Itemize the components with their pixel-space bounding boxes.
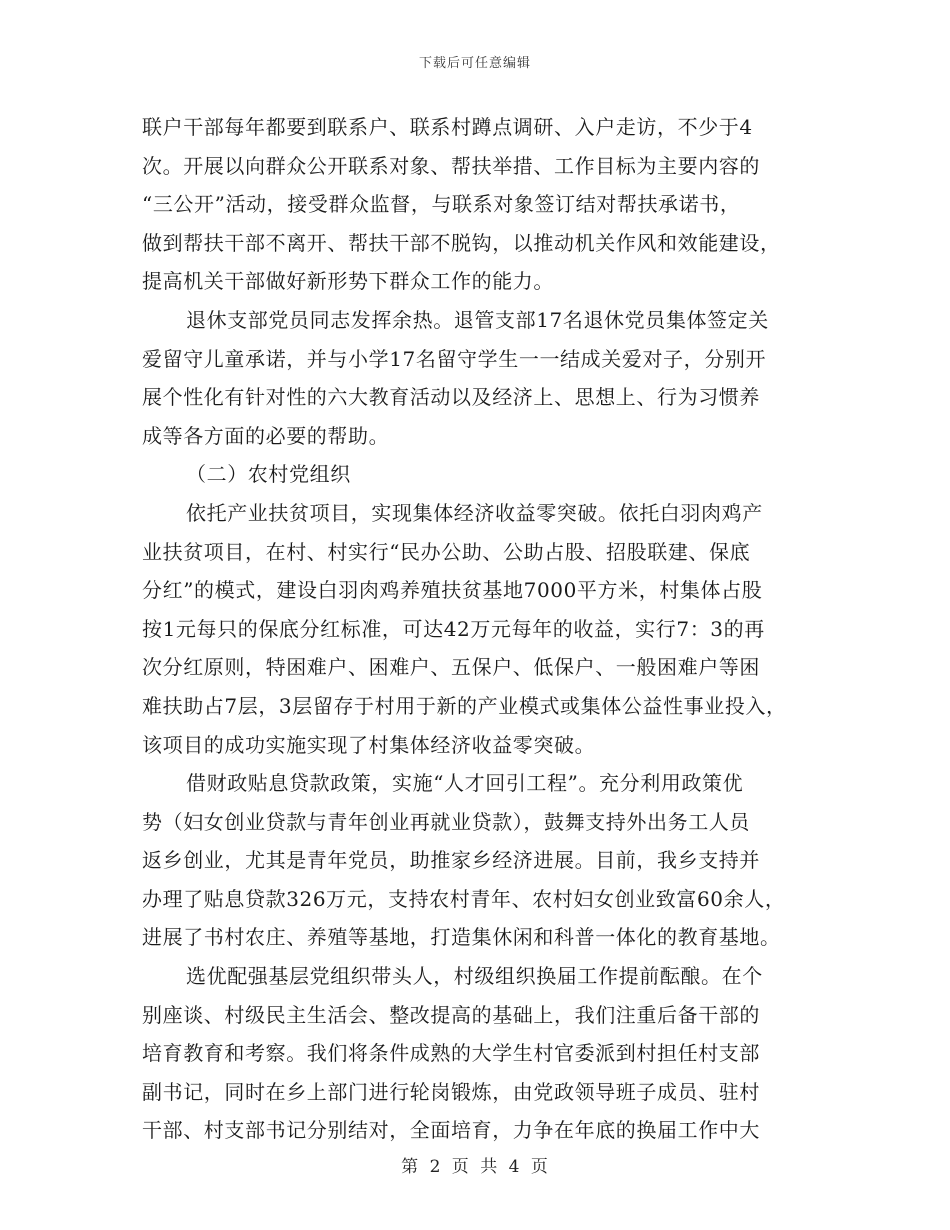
footer-total-prefix: 共 xyxy=(480,1157,499,1177)
text-line: 培育教育和考察。我们将条件成熟的大学生村官委派到村担任村支部 xyxy=(142,1041,760,1066)
text-line: “三公开”活动，接受群众监督，与联系对象签订结对帮扶承诺书， xyxy=(142,192,741,217)
text-line: 联户干部每年都要到联系户、联系村蹲点调研、入户走访，不少于4 xyxy=(142,115,753,139)
text-line: 爱留守儿童承诺，并与小学17名留守学生一一结成关爱对子，分别开 xyxy=(142,346,767,371)
footer-page-word: 页 xyxy=(451,1157,470,1177)
text-line: 业扶贫项目，在村、村实行“民办公助、公助占股、招股联建、保底 xyxy=(142,539,751,564)
text-line: 分红”的模式，建设白羽肉鸡养殖扶贫基地7000平方米，村集体占股 xyxy=(142,578,763,603)
text-line: 该项目的成功实施实现了村集体经济收益零突破。 xyxy=(142,732,596,757)
text-line: 按1元每只的保底分红标准，可达42万元每年的收益，实行7：3的再 xyxy=(142,616,765,641)
text-line: 成等各方面的必要的帮助。 xyxy=(142,423,390,448)
text-line: 干部、村支部书记分别结对，全面培育，力争在年底的换届工作中大 xyxy=(142,1118,760,1143)
text-line: 别座谈、村级民主生活会、整改提高的基础上，我们注重后备干部的 xyxy=(142,1002,760,1027)
text-line: 提高机关干部做好新形势下群众工作的能力。 xyxy=(142,269,554,294)
footer-total-pages: 4 xyxy=(508,1157,521,1177)
text-line: 依托产业扶贫项目，实现集体经济收益零突破。依托白羽肉鸡产 xyxy=(186,500,763,525)
text-line: 次分红原则，特困难户、困难户、五保户、低保户、一般困难户等困 xyxy=(142,655,760,680)
header-note: 下载后可任意编辑 xyxy=(418,56,531,71)
text-line: 进展了书村农庄、养殖等基地，打造集休闲和科普一体化的教育基地。 xyxy=(142,925,781,950)
text-line: 借财政贴息贷款政策，实施“人才回引工程”。充分利用政策优 xyxy=(186,771,744,796)
text-line: 办理了贴息贷款326万元，支持农村青年、农村妇女创业致富60余人， xyxy=(142,886,786,911)
text-line: 做到帮扶干部不离开、帮扶干部不脱钩，以推动机关作风和效能建设， xyxy=(142,230,781,255)
text-line: 次。开展以向群众公开联系对象、帮扶举措、工作目标为主要内容的 xyxy=(142,153,760,178)
text-line: 选优配强基层党组织带头人，村级组织换届工作提前酝酿。在个 xyxy=(186,964,763,989)
text-line: 副书记，同时在乡上部门进行轮岗锻炼，由党政领导班子成员、驻村 xyxy=(142,1079,760,1104)
text-line: （二）农村党组织 xyxy=(186,462,351,487)
footer-current-page: 2 xyxy=(429,1157,442,1177)
text-line: 难扶助占7层，3层留存于村用于新的产业模式或集体公益性事业投入， xyxy=(142,693,787,718)
text-line: 返乡创业，尤其是青年党员，助推家乡经济进展。目前，我乡支持并 xyxy=(142,848,760,873)
footer-prefix: 第 xyxy=(401,1157,420,1177)
text-line: 退休支部党员同志发挥余热。退管支部17名退休党员集体签定关 xyxy=(186,307,769,332)
document-body xyxy=(142,108,822,1150)
text-line: 势（妇女创业贷款与青年创业再就业贷款），鼓舞支持外出务工人员 xyxy=(142,809,750,834)
page-footer xyxy=(0,1152,950,1177)
footer-suffix: 页 xyxy=(530,1157,549,1177)
text-line: 展个性化有针对性的六大教育活动以及经济上、思想上、行为习惯养 xyxy=(142,385,760,410)
